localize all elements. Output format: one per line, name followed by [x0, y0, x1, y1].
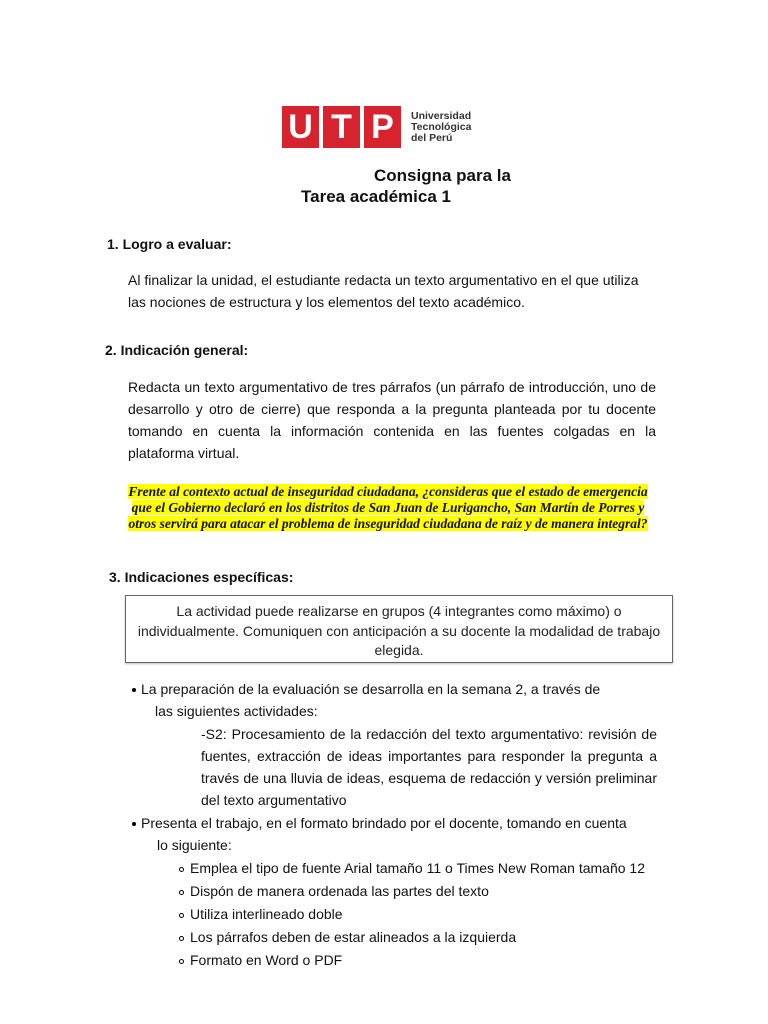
- sub-item-2-text: Dispón de manera ordenada las partes del texto: [190, 883, 489, 899]
- circle-bullet-icon: [179, 913, 184, 918]
- note-text: La actividad puede realizarse en grupos (4 integrantes como máximo) o individualmente. Comuniquen con anticipación a su docente la modalidad de trabajo elegida.: [137, 603, 661, 658]
- circle-bullet-icon: [179, 867, 184, 872]
- section-2-text: Redacta un texto argumentativo de tres párrafos (un párrafo de introducción, uno de desarrollo y otro de cierre) que responda a la pregunta planteada por tu docente tomando en cuenta la información contenida en las fuentes colgadas en la plataforma virtual.: [128, 379, 656, 461]
- sub-item-3-text: Utiliza interlineado doble: [190, 906, 343, 922]
- utp-logo: [282, 106, 471, 148]
- bullet-2-line-2: lo siguiente:: [157, 837, 232, 853]
- sub-item-5-text: Formato en Word o PDF: [190, 952, 343, 968]
- logo-line-1: Universidad: [411, 109, 472, 122]
- title-line-2: Tarea académica 1: [301, 187, 451, 206]
- circle-bullet-icon: [179, 936, 184, 941]
- bullet-1-line-2: las siguientes actividades:: [155, 703, 318, 719]
- logo-letter-u: U: [282, 106, 319, 148]
- title-line-1: Consigna para la: [374, 166, 511, 185]
- circle-bullet-icon: [179, 890, 184, 895]
- bullet-1-text: La preparación de la evaluación se desarrolla en la semana 2, a través de: [141, 681, 601, 697]
- circle-bullet-icon: [179, 959, 184, 964]
- logo-line-2: Tecnológica: [411, 120, 472, 133]
- bullet-1-line-1: [132, 678, 600, 700]
- bullet-dot: [132, 822, 136, 826]
- highlighted-question: [120, 484, 656, 532]
- s2-activity: -S2: Procesamiento de la redacción del texto argumentativo: revisión de fuentes, extracción de ideas importantes para responder la pregunta a través de una lluvia de ideas, esquema de redacción y versión preliminar del texto argumentativo: [201, 726, 657, 808]
- section-2-heading: 2. Indicación general:: [105, 342, 249, 358]
- sub-item-4: [179, 926, 516, 948]
- bullet-2-line-1: [132, 812, 627, 834]
- logo-wordmark: [411, 111, 471, 144]
- sub-item-1-text: Emplea el tipo de fuente Arial tamaño 11 o Times New Roman tamaño 12: [190, 860, 645, 876]
- sub-item-2: [179, 880, 489, 902]
- logo-letter-t: T: [323, 106, 360, 148]
- section-1-heading: 1. Logro a evaluar:: [107, 236, 232, 252]
- sub-item-5: [179, 949, 342, 971]
- logo-line-3: del Perú: [411, 131, 453, 144]
- question-text: Frente al contexto actual de inseguridad ciudadana, ¿consideras que el estado de emergencia que el Gobierno declaró en los distritos de San Juan de Lurigancho, San Martín de Porres y otros servirá para atacar el problema de inseguridad ciudadana de raíz y de manera integral?: [128, 484, 648, 531]
- section-1-text: Al finalizar la unidad, el estudiante redacta un texto argumentativo en el que utiliza las nociones de estructura y los elementos del texto académico.: [128, 272, 639, 310]
- bullet-2-text: Presenta el trabajo, en el formato brindado por el docente, tomando en cuenta: [141, 815, 627, 831]
- bullet-dot: [132, 688, 136, 692]
- note-box: [125, 595, 673, 663]
- sub-item-1: [179, 857, 645, 879]
- sub-item-3: [179, 903, 343, 925]
- section-3-heading: 3. Indicaciones específicas:: [109, 569, 294, 585]
- logo-letter-p: P: [364, 106, 401, 148]
- sub-item-4-text: Los párrafos deben de estar alineados a la izquierda: [190, 929, 517, 945]
